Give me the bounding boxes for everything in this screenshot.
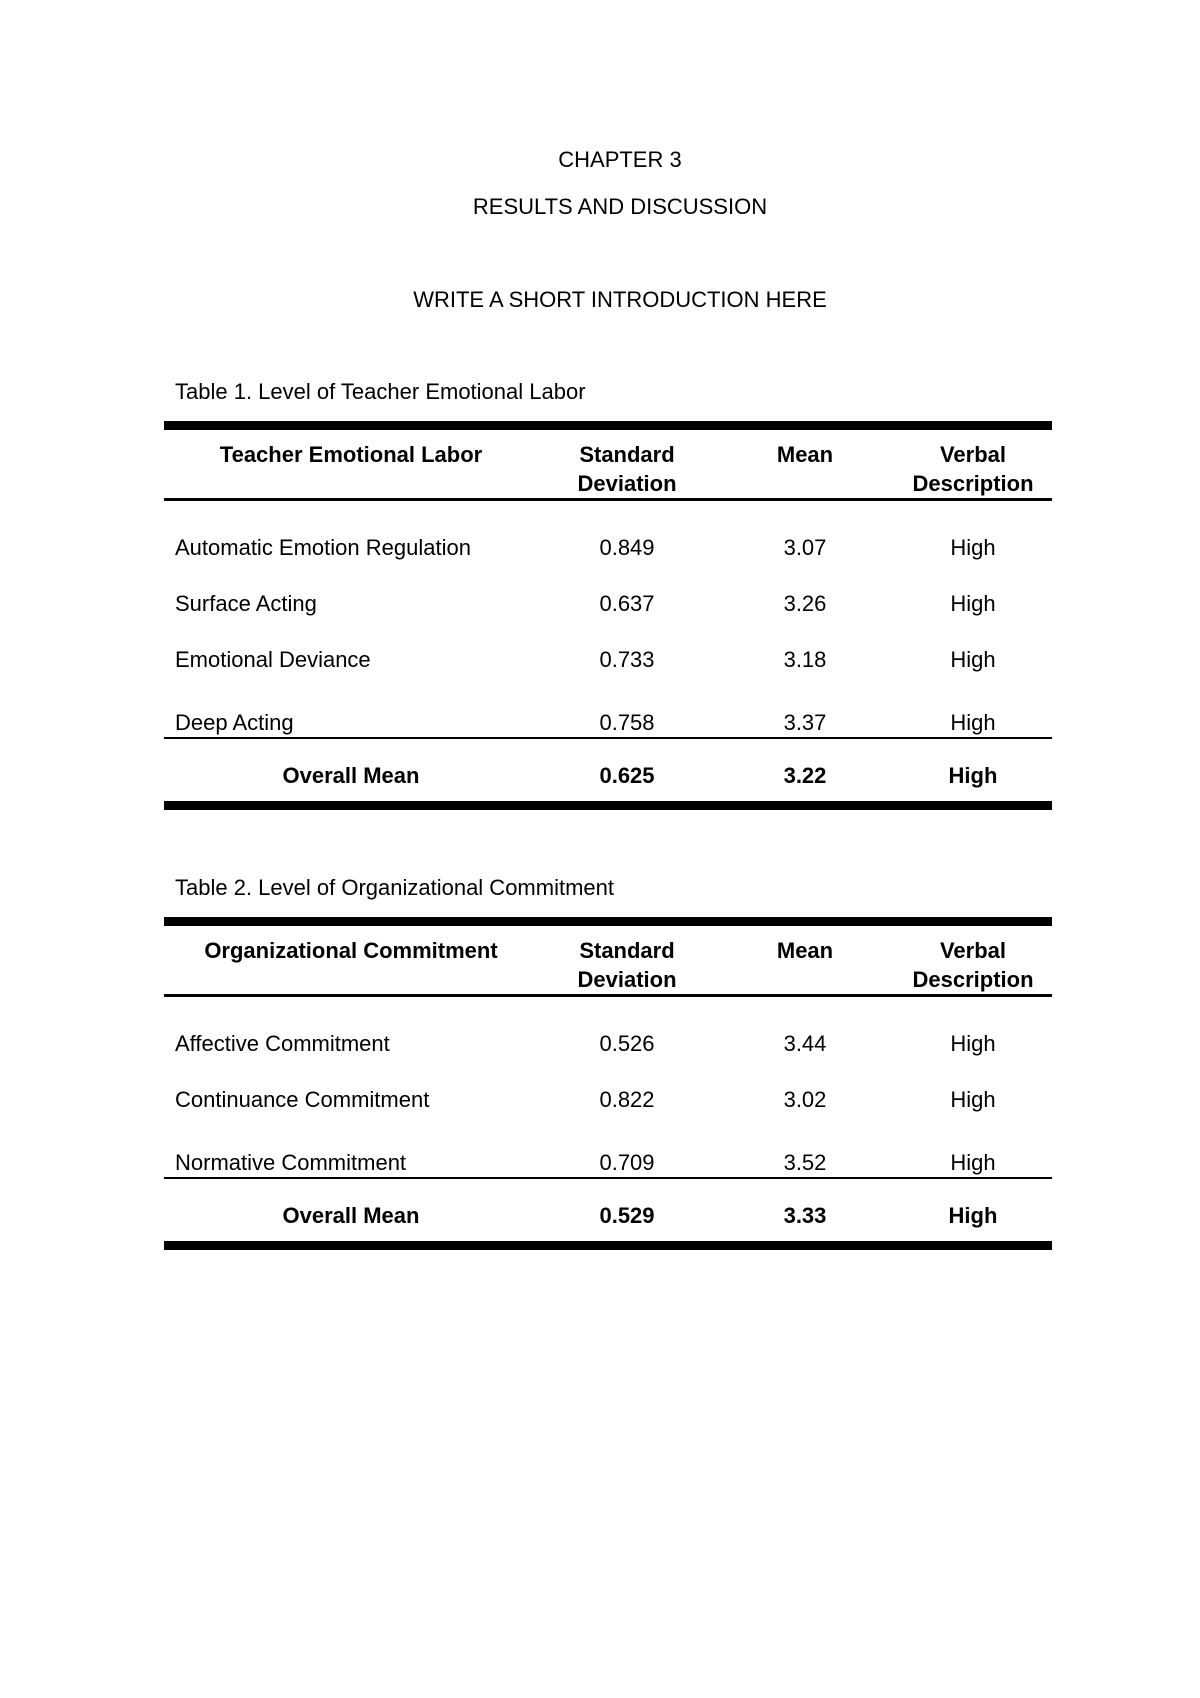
row-verbal: High xyxy=(950,534,996,560)
row-category: Normative Commitment xyxy=(175,1150,407,1175)
row-sd: 0.849 xyxy=(599,534,655,560)
table-1 xyxy=(164,421,1052,810)
row-mean: 3.26 xyxy=(783,590,827,616)
row-verbal: High xyxy=(950,1030,996,1056)
header-mean: Mean xyxy=(776,938,834,963)
table-row xyxy=(164,1071,1052,1127)
table-row xyxy=(164,631,1052,687)
header-verbal-description: Verbal Description xyxy=(912,938,1034,992)
row-mean: 3.18 xyxy=(783,646,827,672)
row-verbal: High xyxy=(950,1086,996,1112)
table-row xyxy=(164,519,1052,575)
overall-mean: 3.33 xyxy=(783,1202,827,1228)
row-sd: 0.637 xyxy=(599,590,655,616)
row-verbal: High xyxy=(950,646,996,672)
header-standard-deviation: Standard Deviation xyxy=(577,442,677,496)
table-1-caption: Table 1. Level of Teacher Emotional Labor xyxy=(175,379,586,404)
table-top-rule xyxy=(164,421,1052,430)
row-sd: 0.758 xyxy=(599,710,655,735)
row-mean: 3.02 xyxy=(783,1086,827,1112)
header-mean: Mean xyxy=(776,442,834,467)
table-2-caption: Table 2. Level of Organizational Commitment xyxy=(175,875,614,900)
header-standard-deviation: Standard Deviation xyxy=(577,938,677,992)
overall-mean: 3.22 xyxy=(783,762,827,788)
section-title: RESULTS AND DISCUSSION xyxy=(472,194,768,219)
table-header-row xyxy=(164,430,1052,498)
table-header-rule xyxy=(164,994,1052,997)
row-mean: 3.44 xyxy=(783,1030,827,1056)
overall-verbal: High xyxy=(948,1202,998,1228)
table-bottom-rule xyxy=(164,1241,1052,1250)
overall-sd: 0.529 xyxy=(599,1202,655,1228)
table-2 xyxy=(164,917,1052,1250)
table-row xyxy=(164,1015,1052,1071)
row-sd: 0.526 xyxy=(599,1030,655,1056)
overall-label: Overall Mean xyxy=(282,1202,420,1228)
table-row xyxy=(164,575,1052,631)
table-header-row xyxy=(164,926,1052,994)
row-category: Emotional Deviance xyxy=(175,646,371,672)
row-category: Affective Commitment xyxy=(175,1030,390,1056)
overall-mean-row xyxy=(164,739,1052,801)
row-mean: 3.07 xyxy=(783,534,827,560)
header-verbal-description: Verbal Description xyxy=(912,442,1034,496)
header-category: Organizational Commitment xyxy=(204,938,498,963)
intro-placeholder: WRITE A SHORT INTRODUCTION HERE xyxy=(413,287,827,312)
row-category: Deep Acting xyxy=(175,710,294,735)
row-category: Automatic Emotion Regulation xyxy=(175,534,471,560)
table-header-rule xyxy=(164,498,1052,501)
table-top-rule xyxy=(164,917,1052,926)
overall-label: Overall Mean xyxy=(282,762,420,788)
overall-sd: 0.625 xyxy=(599,762,655,788)
row-mean: 3.37 xyxy=(783,710,827,735)
row-category: Continuance Commitment xyxy=(175,1086,430,1112)
row-verbal: High xyxy=(950,590,996,616)
row-mean: 3.52 xyxy=(783,1150,827,1175)
row-verbal: High xyxy=(950,1150,996,1175)
chapter-heading: CHAPTER 3 xyxy=(558,147,682,172)
header-category: Teacher Emotional Labor xyxy=(219,442,483,467)
overall-verbal: High xyxy=(948,762,998,788)
table-row xyxy=(164,1127,1052,1177)
table-row xyxy=(164,687,1052,737)
row-verbal: High xyxy=(950,710,996,735)
table-bottom-rule xyxy=(164,801,1052,810)
row-sd: 0.822 xyxy=(599,1086,655,1112)
row-sd: 0.733 xyxy=(599,646,655,672)
row-category: Surface Acting xyxy=(175,590,317,616)
row-sd: 0.709 xyxy=(599,1150,655,1175)
overall-mean-row xyxy=(164,1179,1052,1241)
